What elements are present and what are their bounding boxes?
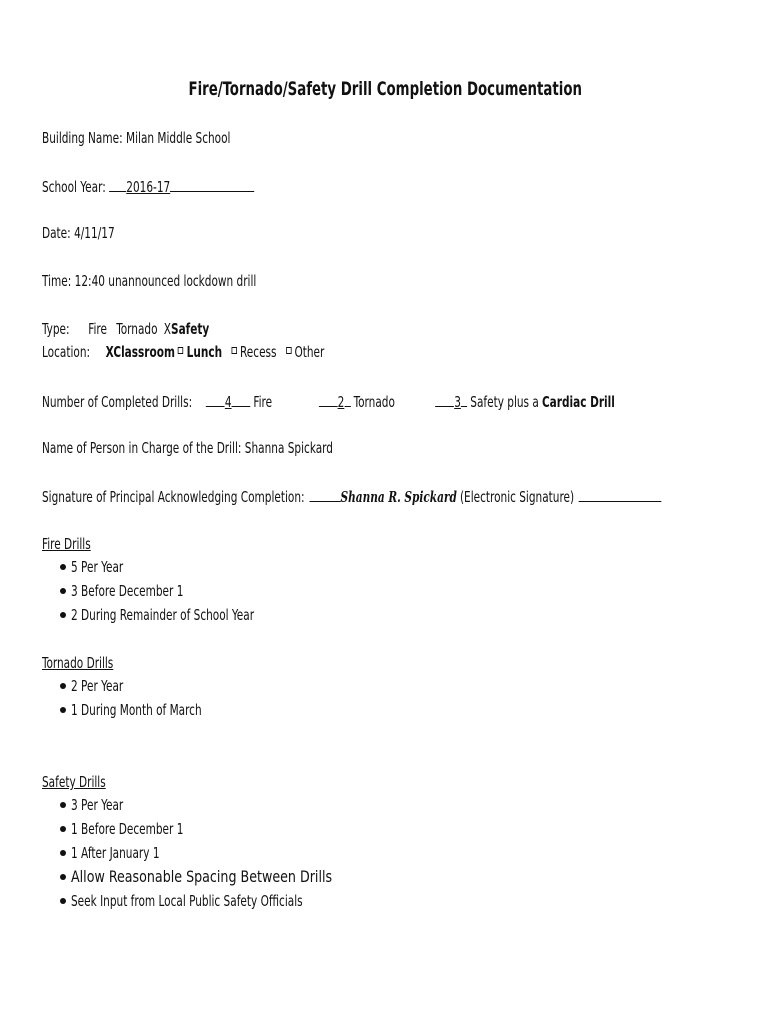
bullet-icon <box>60 564 66 570</box>
safety-drills-heading: Safety Drills <box>42 773 106 791</box>
location-line <box>42 343 404 362</box>
type-tornado-option: Tornado <box>116 320 158 338</box>
fire-count: 4 <box>224 393 232 411</box>
school-year-value: 2016-17 <box>126 178 171 196</box>
list-item: 3 Before December 1 <box>60 582 215 601</box>
date-line <box>42 224 135 243</box>
safety-count: 3 <box>454 393 461 411</box>
signature-note: (Electronic Signature) <box>459 488 575 506</box>
tornado-count-label: Tornado <box>353 393 395 411</box>
list-item: 1 During Month of March <box>60 701 239 720</box>
signature-label: Signature of Principal Acknowledging Completion: <box>42 488 305 506</box>
type-safety-mark: X <box>163 320 172 338</box>
list-item: 1 Before December 1 <box>60 820 215 839</box>
date-value: 4/11/17 <box>74 224 115 242</box>
bullet-icon <box>60 588 66 594</box>
school-year-label: School Year: <box>42 178 106 196</box>
type-label: Type: <box>42 320 70 338</box>
signature-value: Shanna R. Spickard <box>340 488 457 506</box>
time-line <box>42 272 317 291</box>
type-line <box>42 320 257 339</box>
type-fire-option: Fire <box>88 320 107 338</box>
time-label: Time: <box>42 272 72 290</box>
person-in-charge-label: Name of Person in Charge of the Drill: <box>42 439 242 457</box>
location-label: Location: <box>42 343 91 361</box>
time-value: 12:40 unannounced lockdown drill <box>74 272 257 290</box>
bullet-icon <box>60 802 66 808</box>
completed-drills-line <box>42 392 770 412</box>
bullet-icon <box>60 612 66 618</box>
cardiac-drill-label: Cardiac Drill <box>541 393 615 411</box>
list-item: 3 Per Year <box>60 796 138 815</box>
list-item: 2 During Remainder of School Year <box>60 606 306 625</box>
list-item: Allow Reasonable Spacing Between Drills <box>60 868 368 887</box>
list-item: 5 Per Year <box>60 558 138 577</box>
building-name-value: Milan Middle School <box>126 129 231 147</box>
fire-count-label: Fire <box>253 393 273 411</box>
bullet-icon <box>60 850 66 856</box>
fire-drills-heading: Fire Drills <box>42 535 91 553</box>
type-safety-option: Safety <box>171 320 210 338</box>
list-item: 1 After January 1 <box>60 844 185 863</box>
school-year-line <box>42 177 314 197</box>
checkbox-icon <box>286 347 291 354</box>
bullet-icon <box>60 826 66 832</box>
bullet-icon <box>60 898 66 904</box>
bullet-icon <box>60 874 66 880</box>
list-item: 2 Per Year <box>60 677 138 696</box>
person-in-charge-value: Shanna Spickard <box>244 439 333 457</box>
date-label: Date: <box>42 224 71 242</box>
checkbox-icon <box>178 347 183 354</box>
tornado-drills-heading: Tornado Drills <box>42 654 114 672</box>
location-recess-option: Recess <box>240 343 277 361</box>
safety-count-label: Safety plus a <box>470 393 539 411</box>
signature-line <box>42 487 770 507</box>
tornado-count: 2 <box>337 393 345 411</box>
checkbox-icon <box>231 347 236 354</box>
location-classroom-mark: X <box>105 343 114 361</box>
location-classroom-option: Classroom <box>113 343 175 361</box>
location-lunch-option: Lunch <box>186 343 223 361</box>
location-other-option: Other <box>294 343 325 361</box>
bullet-icon <box>60 707 66 713</box>
list-item: Seek Input from Local Public Safety Officials <box>60 892 368 911</box>
completed-drills-label: Number of Completed Drills: <box>42 393 193 411</box>
bullet-icon <box>60 683 66 689</box>
person-in-charge-line <box>42 439 415 458</box>
building-name-label: Building Name: <box>42 129 123 147</box>
document-title: Fire/Tornado/Safety Drill Completion Documentation <box>188 78 582 100</box>
building-name-line <box>42 129 284 148</box>
